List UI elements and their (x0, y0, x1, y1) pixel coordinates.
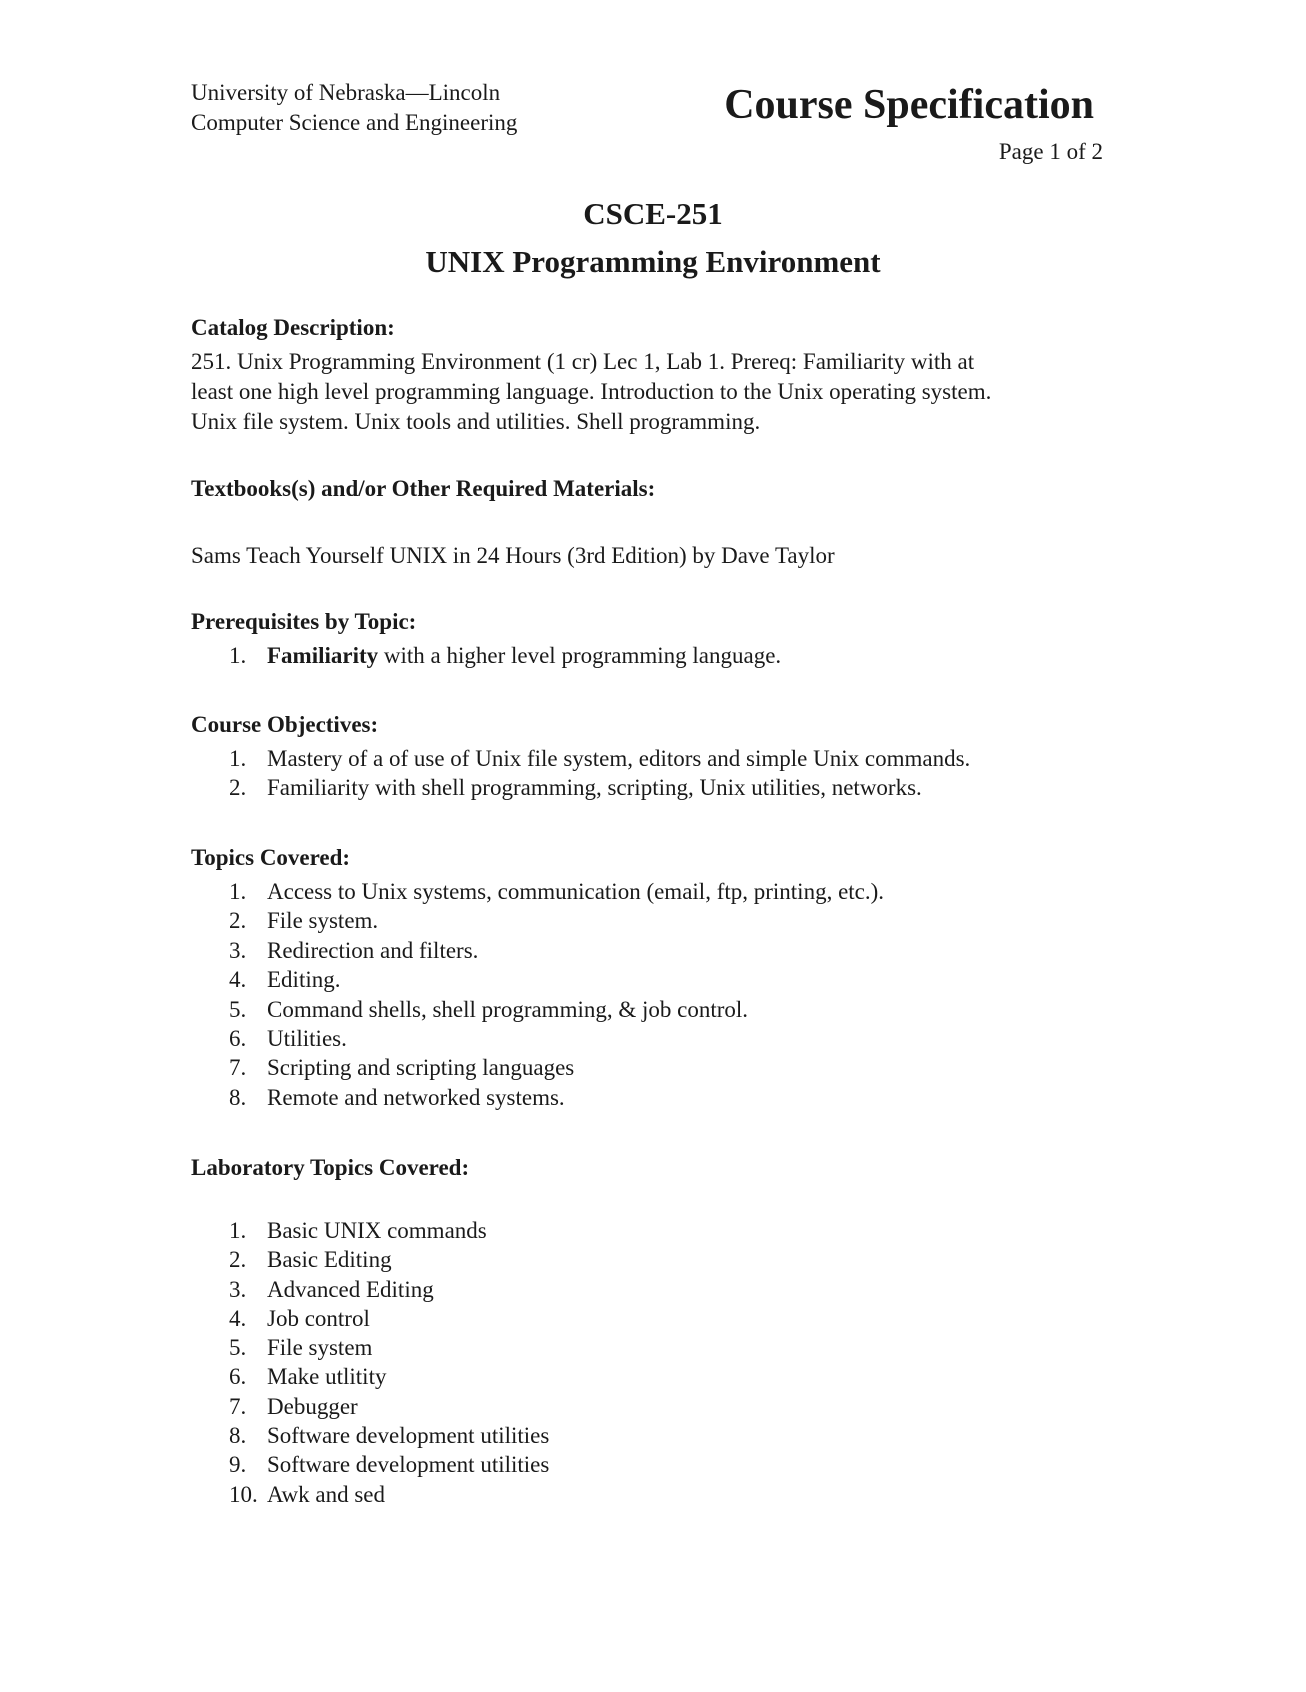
department-name: Computer Science and Engineering (191, 110, 518, 135)
topic-text: Scripting and scripting languages (267, 1055, 575, 1081)
lab-topic-text: Basic UNIX commands (267, 1218, 487, 1243)
prerequisites-list (191, 641, 781, 670)
list-item (191, 641, 781, 670)
list-number: 1. (229, 1218, 247, 1243)
list-item (191, 877, 884, 906)
list-item (191, 1304, 549, 1333)
topics-list (191, 877, 884, 1112)
catalog-description (191, 347, 1111, 437)
lab-topic-text: Job control (267, 1305, 370, 1331)
list-item (191, 1275, 549, 1304)
list-item (191, 1053, 884, 1082)
document-title: Course Specification (724, 82, 1094, 128)
list-number: 4. (229, 967, 247, 993)
list-item (191, 995, 884, 1024)
lab-topic-text: File system (267, 1335, 373, 1361)
list-number: 1. (229, 643, 247, 668)
lab-topic-text: Advanced Editing (267, 1276, 434, 1302)
list-number: 8. (229, 1084, 247, 1110)
topic-text: Command shells, shell programming, & job control. (267, 996, 749, 1022)
list-number: 2. (229, 775, 247, 801)
prerequisites-heading: Prerequisites by Topic: (191, 609, 417, 634)
list-item (191, 1245, 549, 1274)
objectives-heading: Course Objectives: (191, 712, 379, 737)
textbook-entry: Sams Teach Yourself UNIX in 24 Hours (3rd Edition) by Dave Taylor (191, 543, 835, 568)
list-number: 6. (229, 1026, 247, 1052)
list-item (191, 773, 970, 802)
lab-topic-text: Software development utilities (267, 1423, 550, 1449)
catalog-line: 251. Unix Programming Environment (1 cr) Lec 1, Lab 1. Prereq: Familiarity with at (191, 349, 975, 374)
lab-topics-list (191, 1216, 549, 1509)
list-item (191, 1083, 884, 1112)
topic-text: File system. (267, 908, 379, 934)
list-number: 3. (229, 1276, 247, 1302)
list-number: 10. (229, 1481, 258, 1507)
list-item (191, 744, 970, 773)
list-number: 2. (229, 908, 247, 934)
list-item (191, 1024, 884, 1053)
topic-text: Remote and networked systems. (267, 1084, 565, 1110)
topic-text: Access to Unix systems, communication (email, ftp, printing, etc.). (267, 879, 885, 904)
institution-block (191, 78, 517, 138)
lab-topic-text: Basic Editing (267, 1247, 392, 1273)
list-item (191, 936, 884, 965)
list-number: 6. (229, 1364, 247, 1390)
topic-text: Editing. (267, 967, 341, 993)
institution-name: University of Nebraska—Lincoln (191, 80, 501, 105)
list-number: 5. (229, 996, 247, 1022)
list-number: 5. (229, 1335, 247, 1361)
lab-topic-text: Debugger (267, 1393, 358, 1419)
list-item (191, 1450, 549, 1479)
list-number: 8. (229, 1423, 247, 1449)
lab-topics-heading: Laboratory Topics Covered: (191, 1155, 470, 1180)
list-number: 2. (229, 1247, 247, 1273)
prerequisite-text: with a higher level programming language. (378, 643, 782, 668)
list-number: 1. (229, 879, 247, 904)
catalog-heading: Catalog Description: (191, 315, 395, 340)
lab-topic-text: Awk and sed (267, 1481, 385, 1507)
list-number: 4. (229, 1305, 247, 1331)
objective-text: Familiarity with shell programming, scripting, Unix utilities, networks. (267, 775, 922, 801)
topic-text: Redirection and filters. (267, 937, 479, 963)
catalog-line: Unix file system. Unix tools and utilities. Shell programming. (191, 409, 761, 434)
list-number: 7. (229, 1055, 247, 1081)
list-item (191, 965, 884, 994)
list-item (191, 1421, 549, 1450)
list-item (191, 906, 884, 935)
list-item (191, 1216, 549, 1245)
topic-text: Utilities. (267, 1026, 347, 1052)
prerequisite-bold-term: Familiarity (267, 643, 379, 668)
topics-heading: Topics Covered: (191, 845, 351, 870)
list-item (191, 1480, 549, 1509)
lab-topic-text: Make utlitity (267, 1364, 387, 1390)
list-number: 7. (229, 1393, 247, 1419)
list-number: 3. (229, 937, 247, 963)
objective-text: Mastery of a of use of Unix file system, editors and simple Unix commands. (267, 746, 971, 771)
catalog-line: least one high level programming language. Introduction to the Unix operating system. (191, 379, 992, 404)
textbooks-heading: Textbooks(s) and/or Other Required Materials: (191, 476, 656, 501)
course-name: UNIX Programming Environment (425, 244, 881, 279)
page-indicator: Page 1 of 2 (998, 139, 1103, 164)
list-number: 9. (229, 1452, 247, 1478)
course-code: CSCE-251 (583, 196, 723, 231)
objectives-list (191, 744, 970, 803)
lab-topic-text: Software development utilities (267, 1452, 550, 1478)
list-item (191, 1362, 549, 1391)
list-number: 1. (229, 746, 247, 771)
list-item (191, 1392, 549, 1421)
list-item (191, 1333, 549, 1362)
